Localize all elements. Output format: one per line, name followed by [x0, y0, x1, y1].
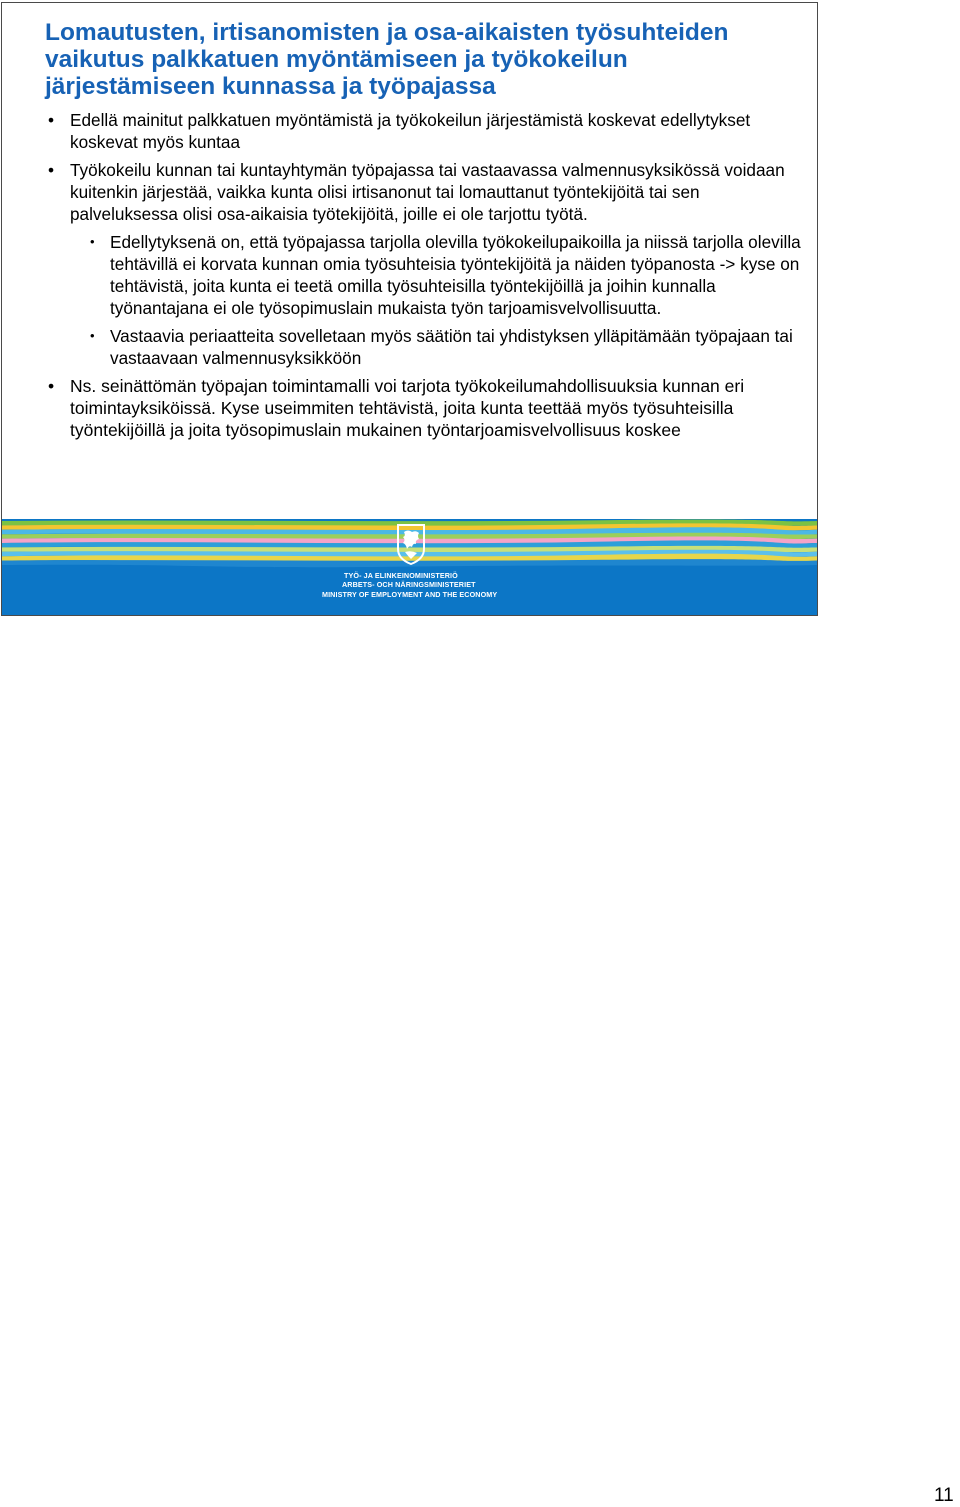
slide-body [2, 109, 802, 447]
bullet-text: Ns. seinättömän työpajan toimintamalli voi tarjota työkokeilumahdollisuuksia kunnan eri toimintayksiköissä. Kyse useimmiten tehtävistä, joita kunta teettää myös työsuhteisilla työntekijöillä ja joita työsopimuslain mukainen työntarjoamisvelvollisuus koskee [70, 376, 745, 440]
slide-title: Lomautusten, irtisanomisten ja osa-aikaisten työsuhteiden vaikutus palkkatuen myöntämiseen ja työkokeilun järjestämiseen kunnassa ja työpajassa [45, 19, 729, 100]
bullet-symbol: • [48, 160, 55, 180]
bullet-symbol: • [90, 328, 95, 343]
footer-banner [2, 519, 817, 615]
sub-bullet-text: Vastaavia periaatteita sovelletaan myös säätiön tai yhdistyksen ylläpitämään työpajaan tai vastaavaan valmennusyksikköön [110, 326, 793, 368]
bullet-item [2, 159, 802, 225]
slide [1, 2, 818, 616]
bullet-item [2, 109, 802, 153]
sub-bullet-item [2, 231, 802, 319]
bullet-symbol: • [90, 234, 95, 249]
bullet-symbol: • [48, 110, 55, 130]
bullet-text: Työkokeilu kunnan tai kuntayhtymän työpajassa tai vastaavassa valmennusyksikössä voidaan kuitenkin järjestää, vaikka kunta olisi irtisanonut tai lomauttanut työntekijöitä tai sen palveluksessa olisi osa-aikaisia työtekijöitä, joille ei ole tarjottu työtä. [70, 160, 785, 224]
bullet-item [2, 375, 802, 441]
page-number: 11 [934, 1485, 954, 1506]
bullet-text: Edellä mainitut palkkatuen myöntämistä ja työkokeilun järjestämistä koskevat edellytykset koskevat myös kuntaa [70, 110, 751, 152]
ministry-name-fi: TYÖ- JA ELINKEINOMINISTERIÖ [344, 571, 458, 580]
sub-bullet-item [2, 325, 802, 369]
bullet-symbol: • [48, 376, 55, 396]
ministry-name [322, 571, 502, 599]
ministry-name-en: MINISTRY OF EMPLOYMENT AND THE ECONOMY [322, 589, 498, 599]
ministry-name-sv: ARBETS- OCH NÄRINGSMINISTERIET [342, 580, 476, 590]
finnish-lion-icon [395, 523, 427, 565]
sub-bullet-text: Edellytyksenä on, että työpajassa tarjolla olevilla työkokeilupaikoilla ja niissä tarjolla olevilla tehtävillä ei korvata kunnan omia työsuhteisia työntekijöitä ja näiden työpanosta -> kyse on tehtävistä, joita kunta ei teetä omilla työsuhteisilla työntekijöillä ja joihin kunnalla työnantajana ei ole työsopimuslain mukaista työn tarjoamisvelvollisuutta. [110, 232, 801, 318]
